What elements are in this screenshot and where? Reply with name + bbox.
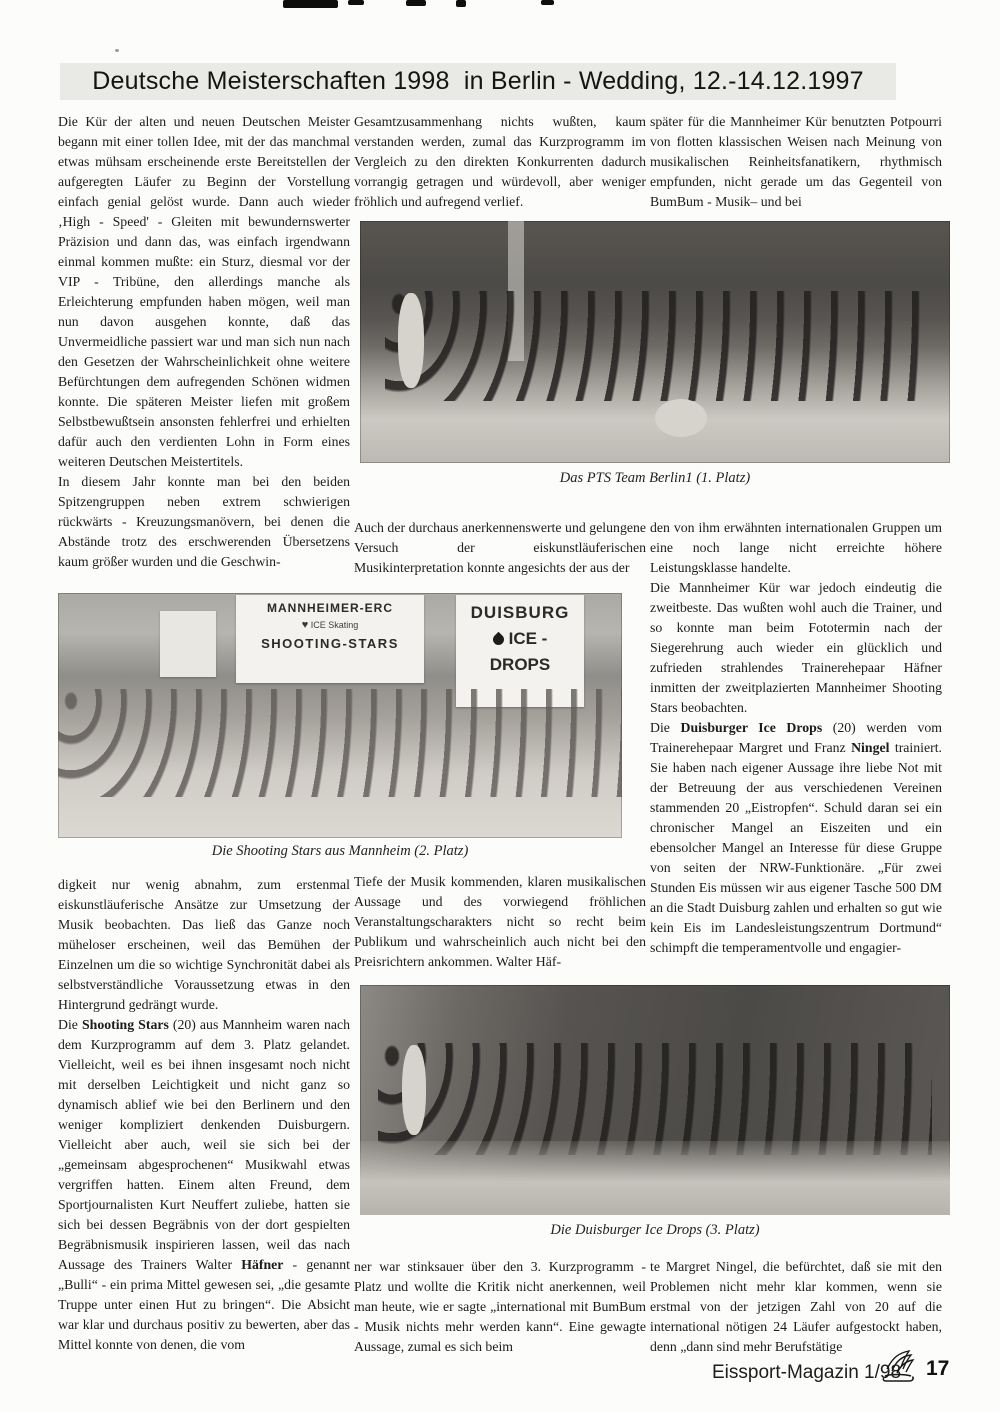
paragraph: den von ihm erwähnten internationalen Gruppen um eine noch lange nicht erreichte höhere Leistungsklasse handelte. [650, 520, 942, 575]
coach-figure [402, 1045, 426, 1135]
team-name-bold: Duisburger Ice Drops [680, 720, 823, 735]
page-number: 17 [926, 1357, 950, 1380]
paragraph: später für die Mannheimer Kür benutzten Potpourri von flotten klassischen Weisen nach Meinung von musikalischen Reinheitsfanatikern, rhythmisch empfunden, nicht gerade um das Gegenteil von BumBum - Musik– und bei [650, 114, 942, 209]
article-header-bar [60, 63, 896, 100]
heart-icon: ♥ [301, 619, 309, 631]
paragraph: Auch der durchaus anerkennenswerte und gelungene Versuch der eiskunstläuferischen Musikinterpretation konnte angesichts der aus der [354, 520, 646, 575]
photo-caption: Die Duisburger Ice Drops (3. Platz) [550, 1222, 760, 1238]
text-run: (20) aus Mannheim waren nach dem Kurzprogramm auf dem 3. Platz gelandet. Vielleicht, weil es bei ihnen insgesamt noch nicht mit derselben Leichtigkeit und nicht ganz so dynamisch ablief wie bei den Berlinern und den weniger kompliziert denkenden Duisburgern. Vielleicht aber auch, weil sie sich bei der „gemeinsam abgesprochenen“ Musikwahl etwas vergriffen hatten. Einem alten Freund, dem Sportjournalisten Kurt Neuffert zuliebe, hatten sie sich bei dessen Begräbnis von der dort gespielten Begräbnismusik inspirieren lassen, weil das nach Aussage des Trainers Walter [58, 1017, 350, 1272]
column-2-mid [354, 518, 646, 578]
photo-pts-team-berlin [360, 221, 950, 463]
scan-artifact [406, 0, 426, 6]
small-poster [160, 611, 216, 677]
scan-artifact [541, 0, 554, 5]
banner-line: SHOOTING-STARS [261, 636, 399, 651]
paragraph: Gesamtzusammenhang nichts wußten, kaum verstanden werden, zumal das Kurzprogramm im Vergleich zu den direkten Konkurrenten dadurch vorrangig getragen und würdevoll, aber weniger fröhlich und aufregend verlief. [354, 114, 646, 209]
banner-mannheimer-erc [236, 595, 424, 683]
banner-line: DUISBURG [470, 603, 570, 622]
scan-artifact [348, 0, 364, 5]
paragraph [650, 718, 942, 958]
skaters-group [378, 1043, 932, 1155]
trainer-name-bold: Häfner [241, 1257, 284, 1272]
text-run: trainiert. Sie haben nach eigener Aussage ihre liebe Not mit der Betreuung der aus verschiedenen Vereinen stammenden 20 „Eistropfen“. Schuld daran sei ein chronischer Mangel an Eiszeiten und ein ebensolcher Mangel an Interesse für diese Gruppe von seiten der NRW-Funktionäre. „Für zwei Stunden Eis müssen wir aus eigener Tasche 500 DM an die Stadt Duisburg zahlen und erhalten so gut wie kein Eis im Landesleistungszentrum Dortmund“ schimpft die temperamentvolle und engagier- [650, 740, 942, 955]
photo-caption: Die Shooting Stars aus Mannheim (2. Platz) [211, 843, 469, 859]
paragraph: te Margret Ningel, die befürchtet, daß sie mit den Problemen nicht mehr klar kommen, wenn sie erstmal von der jetzigen Zahl von 20 auf die international nötigen 24 Läufer aufgestockt haben, denn „dann sind mehr Berufstätige [650, 1259, 942, 1354]
paragraph: Die Kür der alten und neuen Deutschen Meister begann mit einer tollen Idee, mit der das manchmal etwas mühsam erscheinende erste Bereitstellen der aufgeregten Läufer zu Beginn der Vorstellung einfach genial gelöst wurde. Dann auch wieder ‚High - Speed' - Gleiten mit bewundernswerter Präzision und dann das, was einfach irgendwann einmal kommen mußte: ein Sturz, diesmal vor der VIP - Tribüne, den allerdings manche als Erleichterung empfunden haben mögen, weil man nun davon ausgehen konnte, daß das Unvermeidliche passiert war und man sich nun nach den Gesetzen der Wahrscheinlichkeit ohne weitere Befürchtungen dem aufregenden Schönen widmen konnte. Die späteren Meister liefen mit großem Selbstbewußtsein ansonsten fehlerfrei und erhielten dafür auch den verdienten Lohn in Form eines weiteren Deutschen Meistertitels. [58, 114, 350, 469]
banner-line [456, 629, 584, 649]
banner-line-text: ICE Skating [310, 620, 359, 630]
banner-line: MANNHEIMER-ERC [267, 601, 393, 615]
banner-line [236, 619, 424, 631]
magazine-name: Eissport-Magazin 1/98 [712, 1362, 902, 1383]
banner-line-text: ICE - [508, 629, 548, 648]
scan-artifact [456, 0, 466, 7]
scan-speck [115, 49, 119, 52]
column-1-bottom [58, 875, 350, 1355]
paragraph: In diesem Jahr konnte man bei den beiden Spitzengruppen neben extrem schwierigen rückwärts - Kreuzungsmanövern, bei denen die Abstände trotz des erschwerenden Übersetzens kaum größer wurden und die Geschwin- [58, 474, 350, 569]
paragraph: Tiefe der Musik kommenden, klaren musikalischen Aussage und des vorwiegend fröhlichen Veranstaltungscharakters nicht so recht beim Publikum und wahrscheinlich auch nicht bei den Preisrichtern ankommen. Walter Häf- [354, 874, 646, 969]
text-run: Die [58, 1017, 82, 1032]
team-name-bold: Shooting Stars [81, 1017, 169, 1032]
column-2-between [354, 872, 646, 972]
paragraph: ner war stinksauer über den 3. Kurzprogramm - Platz und wollte die Kritik nicht anerkennen, weil man heute, wie er sagte „international mit BumBum - Musik nichts mehr werden kann“. Eine gewagte Aussage, zumal es sich beim [354, 1259, 646, 1354]
winged-skate-logo-icon [878, 1348, 920, 1391]
column-3-mid [650, 518, 942, 958]
photo-shooting-stars-mannheim [58, 593, 622, 838]
coach-figure [398, 293, 424, 388]
column-2-bottom [354, 1257, 646, 1357]
page-title: Deutsche Meisterschaften 1998 in Berlin - Wedding, 12.-14.12.1997 [92, 67, 864, 95]
column-2-top [354, 112, 646, 212]
column-3-top [650, 112, 942, 212]
paragraph: Die Mannheimer Kür war jedoch eindeutig die zweitbeste. Das wußten wohl auch die Trainer, und so konnte man beim Fototermin nach der Siegerehrung auch wieder ein glücklich und zufrieden strahlendes Trainerehepaar Häfner inmitten der zweitplazierten Mannheimer Shooting Stars beobachten. [650, 580, 942, 715]
banner-line: DROPS [489, 655, 551, 674]
flower-bouquet [655, 399, 707, 437]
scan-artifact [283, 0, 338, 8]
column-3-bottom [650, 1257, 942, 1357]
paragraph: digkeit nur wenig abnahm, zum erstenmal eiskunstläuferische Ansätze zur Umsetzung der Musik beobachten. Das ließ das Ganze noch müheloser erscheinen, weil das Bemühen der Einzelnen um die so wichtige Synchronität dabei als selbstverständliche Voraussetzung etwas in den Hintergrund gedrängt wurde. [58, 877, 350, 1012]
paragraph [58, 1015, 350, 1355]
skaters-group [58, 689, 622, 797]
photo-duisburger-ice-drops [360, 985, 950, 1215]
skaters-group [385, 291, 925, 401]
trainer-name-bold: Ningel [851, 740, 890, 755]
text-run: - genannt „Bulli“ - ein prima Mittel gewesen sei, „die gesamte Truppe unter einen Hut zu bringen“. Die Absicht war klar und durchaus positiv zu bewerten, aber das Mittel konnte von denen, die vom [58, 1257, 351, 1352]
text-run: (20) werden vom Trainerehepaar Margret und Franz [650, 720, 942, 755]
photo-caption: Das PTS Team Berlin1 (1. Platz) [559, 470, 751, 486]
column-1-top [58, 112, 350, 572]
text-run: Die [650, 720, 681, 735]
ice-drop-icon [490, 632, 506, 648]
